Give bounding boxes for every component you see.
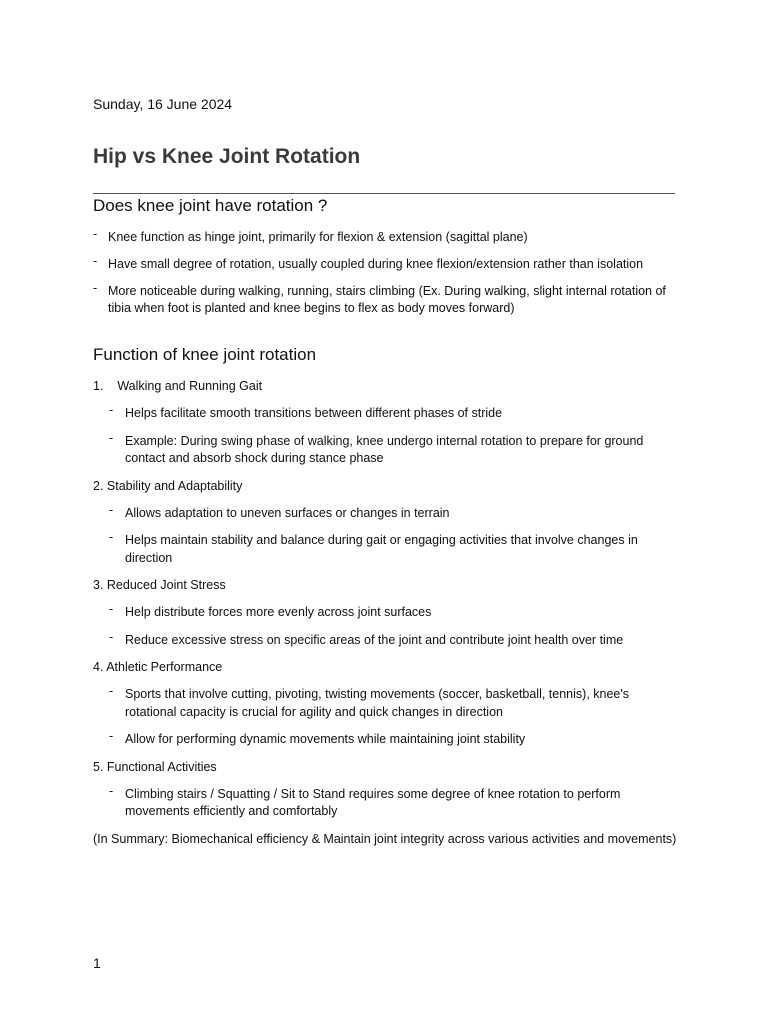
dash-bullet: - bbox=[109, 729, 114, 743]
list-item bbox=[93, 283, 683, 317]
dash-bullet: - bbox=[93, 254, 98, 268]
page-number: 1 bbox=[93, 955, 101, 971]
list-item bbox=[93, 686, 683, 721]
list-item-text: Reduce excessive stress on specific areas of the joint and contribute joint health over time bbox=[125, 632, 624, 647]
list-item-text: Sports that involve cutting, pivoting, twisting movements (soccer, basketball, tennis), knee's rotational capacity is crucial for agility and quick changes in direction bbox=[125, 687, 630, 719]
dash-bullet: - bbox=[109, 530, 114, 544]
list-item-text: Example: During swing phase of walking, knee undergo internal rotation to prepare for ground contact and absorb shock during stance phase bbox=[125, 433, 644, 465]
list-item-text: Helps maintain stability and balance during gait or engaging activities that involve changes in direction bbox=[125, 533, 638, 565]
list-item-text: Have small degree of rotation, usually coupled during knee flexion/extension rather than isolation bbox=[108, 257, 644, 271]
list-item-text: Climbing stairs / Squatting / Sit to Stand requires some degree of knee rotation to perform movements efficiently and comfortably bbox=[125, 786, 621, 818]
dash-bullet: - bbox=[109, 783, 114, 798]
dash-bullet: - bbox=[109, 502, 114, 517]
section-heading: Function of knee joint rotation bbox=[93, 345, 317, 364]
numbered-item-title: 5. Functional Activities bbox=[93, 759, 217, 774]
title-divider bbox=[93, 193, 675, 194]
dash-bullet: - bbox=[109, 430, 114, 445]
dash-bullet: - bbox=[109, 684, 114, 698]
list-item-text: Allows adaptation to uneven surfaces or changes in terrain bbox=[125, 505, 450, 520]
page-title: Hip vs Knee Joint Rotation bbox=[93, 145, 361, 168]
section-knee-rotation-functions bbox=[93, 345, 683, 848]
dash-bullet: - bbox=[109, 629, 114, 644]
list-item-text: Allow for performing dynamic movements while maintaining joint stability bbox=[125, 732, 526, 746]
numbered-item-title: 4. Athletic Performance bbox=[93, 660, 223, 674]
list-item bbox=[93, 502, 683, 523]
list-item bbox=[93, 229, 683, 246]
list-item-text: Knee function as hinge joint, primarily for flexion & extension (sagittal plane) bbox=[108, 230, 528, 244]
list-item bbox=[93, 532, 683, 567]
list-item bbox=[93, 629, 683, 650]
list-item bbox=[93, 604, 683, 622]
summary-text: (In Summary: Biomechanical efficiency & Maintain joint integrity across various activities and movements) bbox=[93, 831, 677, 846]
numbered-item-title: 3. Reduced Joint Stress bbox=[93, 578, 226, 592]
dash-bullet: - bbox=[109, 602, 114, 616]
list-item-text: More noticeable during walking, running, stairs climbing (Ex. During walking, slight internal rotation of tibia when foot is planted and knee begins to flex as body moves forward) bbox=[108, 284, 666, 315]
dash-bullet: - bbox=[109, 403, 114, 417]
dash-bullet: - bbox=[93, 227, 98, 241]
list-item bbox=[93, 405, 683, 423]
document-date: Sunday, 16 June 2024 bbox=[93, 96, 233, 112]
section-heading: Does knee joint have rotation ? bbox=[93, 196, 328, 215]
dash-bullet: - bbox=[93, 281, 98, 295]
numbered-item-title: 2. Stability and Adaptability bbox=[93, 478, 243, 493]
list-item-text: Help distribute forces more evenly across joint surfaces bbox=[125, 605, 432, 619]
list-item bbox=[93, 256, 683, 273]
numbered-item-title: 1. Walking and Running Gait bbox=[93, 379, 263, 393]
list-item bbox=[93, 731, 683, 749]
list-item-text: Helps facilitate smooth transitions between different phases of stride bbox=[125, 406, 503, 420]
list-item bbox=[93, 430, 683, 468]
list-item bbox=[93, 783, 683, 821]
section-knee-rotation bbox=[93, 196, 683, 327]
